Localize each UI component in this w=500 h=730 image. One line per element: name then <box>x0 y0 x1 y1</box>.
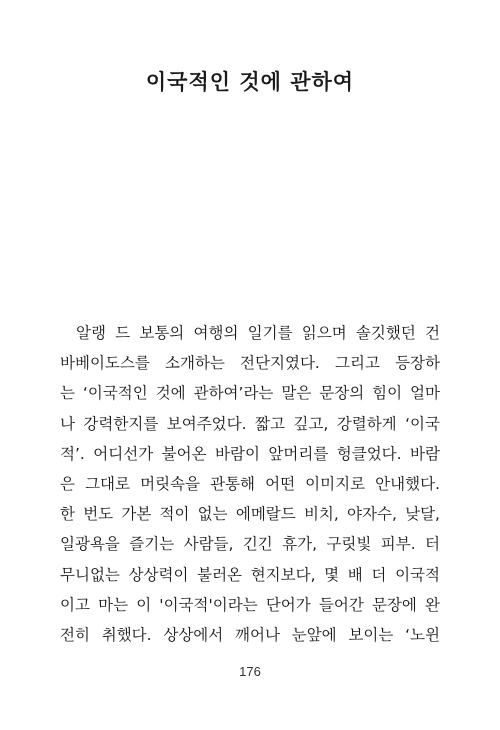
body-line: 한 번도 가본 적이 없는 에메랄드 비치, 야자수, 낮달, <box>60 505 440 524</box>
chapter-title: 이국적인 것에 관하여 <box>145 70 355 94</box>
body-line: 은 그대로 머릿속을 관통해 어떤 이미지로 안내했다. <box>60 475 440 494</box>
body-line: 는 ‘이국적인 것에 관하여’라는 말은 문장의 힘이 얼마 <box>60 384 440 403</box>
body-line: 전히 취했다. 상상에서 깨어나 눈앞에 보이는 ‘노윈 <box>60 626 440 645</box>
body-line: 일광욕을 즐기는 사람들, 긴긴 휴가, 구릿빛 피부. 터 <box>60 535 440 554</box>
body-paragraph <box>60 318 440 650</box>
body-line: 바베이도스를 소개하는 전단지였다. 그리고 등장하 <box>60 354 440 373</box>
body-line: 나 강력한지를 보여주었다. 짧고 깊고, 강렬하게 ‘이국 <box>60 414 440 433</box>
page-number: 176 <box>239 664 261 679</box>
body-line: 적’. 어디선가 불어온 바람이 앞머리를 헝클었다. 바람 <box>60 444 440 463</box>
body-line: 이고 마는 이 '이국적'이라는 단어가 들어간 문장에 완 <box>60 595 440 614</box>
body-line: 알랭 드 보통의 여행의 일기를 읽으며 솔깃했던 건 <box>76 324 440 342</box>
body-line: 무니없는 상상력이 불러온 현지보다, 몇 배 더 이국적 <box>60 565 440 584</box>
